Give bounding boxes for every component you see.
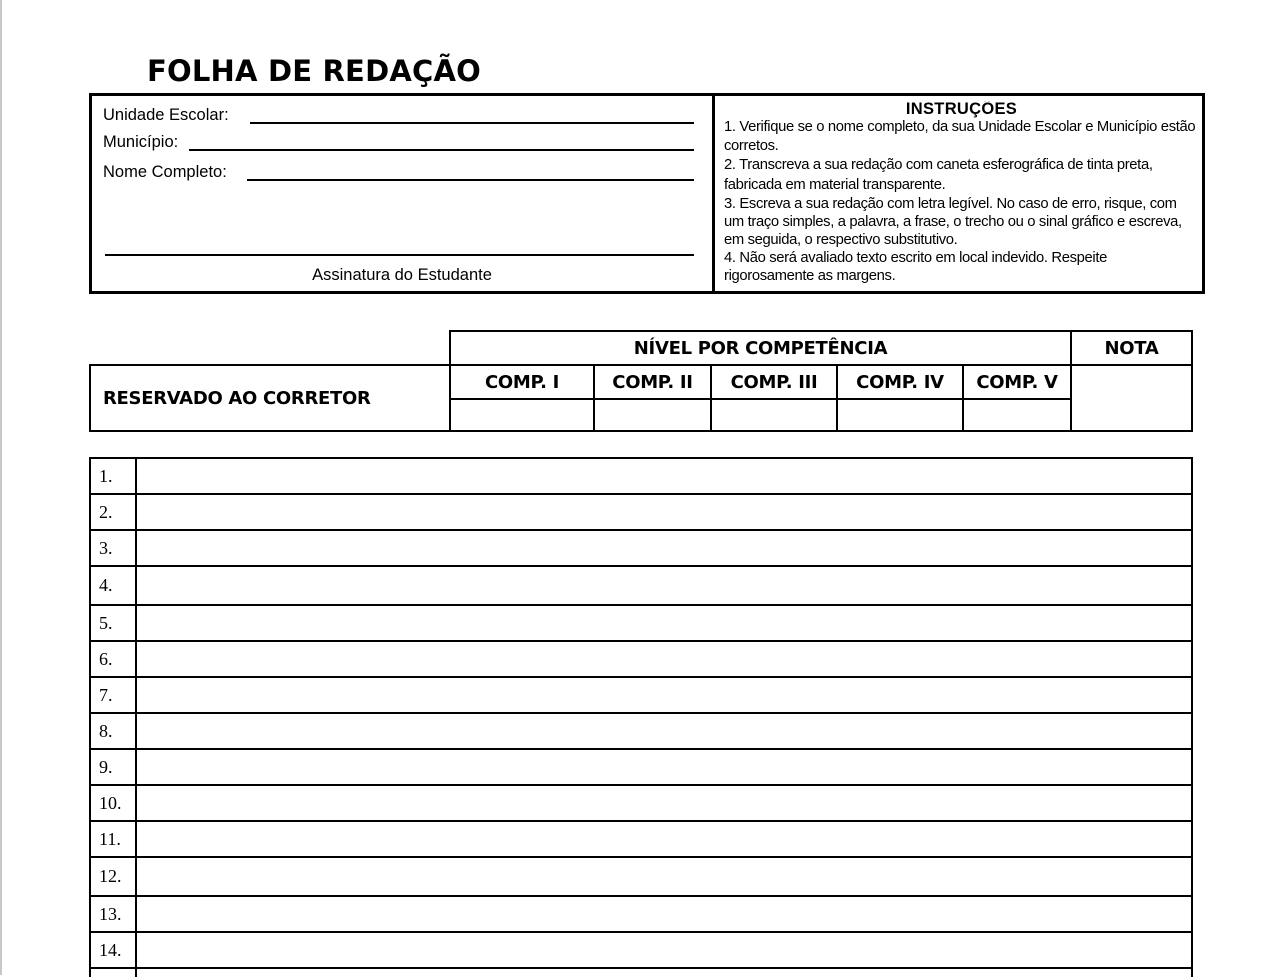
line-number: 6. bbox=[91, 642, 137, 676]
line-number: 10. bbox=[91, 786, 137, 820]
writing-line[interactable] bbox=[89, 748, 1193, 784]
comp-4-score[interactable] bbox=[836, 398, 964, 432]
writing-line[interactable] bbox=[89, 820, 1193, 856]
instructions-title: INSTRUÇÕES bbox=[905, 101, 1018, 118]
grade-score[interactable] bbox=[1070, 364, 1193, 432]
writing-line[interactable] bbox=[89, 604, 1193, 640]
writing-line[interactable] bbox=[89, 967, 1193, 977]
comp-1-header: COMP. I bbox=[449, 364, 595, 400]
comp-3-header: COMP. III bbox=[710, 364, 838, 400]
comp-2-score[interactable] bbox=[593, 398, 712, 432]
writing-line[interactable] bbox=[89, 856, 1193, 895]
comp-5-header: COMP. V bbox=[962, 364, 1072, 400]
city-field[interactable] bbox=[189, 149, 694, 151]
comp-2-header: COMP. II bbox=[593, 364, 712, 400]
competence-header: NÍVEL POR COMPETÊNCIA bbox=[449, 330, 1072, 366]
school-field[interactable] bbox=[250, 122, 694, 124]
line-number: 4. bbox=[91, 567, 137, 604]
line-number bbox=[91, 969, 137, 977]
line-number: 3. bbox=[91, 531, 137, 565]
writing-line[interactable] bbox=[89, 529, 1193, 565]
instructions-panel bbox=[724, 101, 1199, 291]
instruction-item: 1. Verifique se o nome completo, da sua Unidade Escolar e Município estão corretos. bbox=[724, 119, 1196, 155]
instruction-item: 2. Transcreva a sua redação com caneta esferográfica de tinta preta, fabricada em material transparente. bbox=[724, 157, 1153, 193]
signature-line[interactable] bbox=[105, 254, 694, 256]
line-number: 13. bbox=[91, 897, 137, 931]
comp-3-score[interactable] bbox=[710, 398, 838, 432]
student-info-box bbox=[89, 93, 1205, 294]
page-title: FOLHA DE REDAÇÃO bbox=[147, 54, 481, 88]
writing-line[interactable] bbox=[89, 493, 1193, 529]
writing-line[interactable] bbox=[89, 565, 1193, 604]
writing-line[interactable] bbox=[89, 784, 1193, 820]
grade-header: NOTA bbox=[1070, 330, 1193, 366]
signature-label: Assinatura do Estudante bbox=[312, 266, 492, 284]
writing-line[interactable] bbox=[89, 676, 1193, 712]
reserved-cell bbox=[89, 364, 451, 432]
line-number: 7. bbox=[91, 678, 137, 712]
writing-line[interactable] bbox=[89, 640, 1193, 676]
city-label: Município: bbox=[103, 133, 179, 151]
page-edge bbox=[0, 0, 2, 975]
line-number: 12. bbox=[91, 858, 137, 895]
instruction-item: 4. Não será avaliado texto escrito em local indevido. Respeite rigorosamente as margens. bbox=[724, 249, 1107, 284]
writing-line[interactable] bbox=[89, 457, 1193, 493]
line-number: 14. bbox=[91, 933, 137, 967]
reserved-label: RESERVADO AO CORRETOR bbox=[103, 387, 371, 409]
school-label: Unidade Escolar: bbox=[103, 106, 229, 124]
writing-line[interactable] bbox=[89, 931, 1193, 967]
writing-line[interactable] bbox=[89, 895, 1193, 931]
comp-4-header: COMP. IV bbox=[836, 364, 964, 400]
line-number: 5. bbox=[91, 606, 137, 640]
comp-5-score[interactable] bbox=[962, 398, 1072, 432]
writing-line[interactable] bbox=[89, 712, 1193, 748]
line-number: 1. bbox=[91, 459, 137, 493]
line-number: 8. bbox=[91, 714, 137, 748]
header-divider bbox=[712, 96, 715, 291]
instruction-item: 3. Escreva a sua redação com letra legível. No caso de erro, risque, com um traço simples, a palavra, a frase, o trecho ou o sinal gráfico e escreva, em seguida, o respectivo substitutivo. bbox=[724, 195, 1182, 248]
name-field[interactable] bbox=[247, 179, 694, 181]
comp-1-score[interactable] bbox=[449, 398, 595, 432]
line-number: 11. bbox=[91, 822, 137, 856]
name-label: Nome Completo: bbox=[103, 163, 227, 181]
line-number: 2. bbox=[91, 495, 137, 529]
line-number: 9. bbox=[91, 750, 137, 784]
